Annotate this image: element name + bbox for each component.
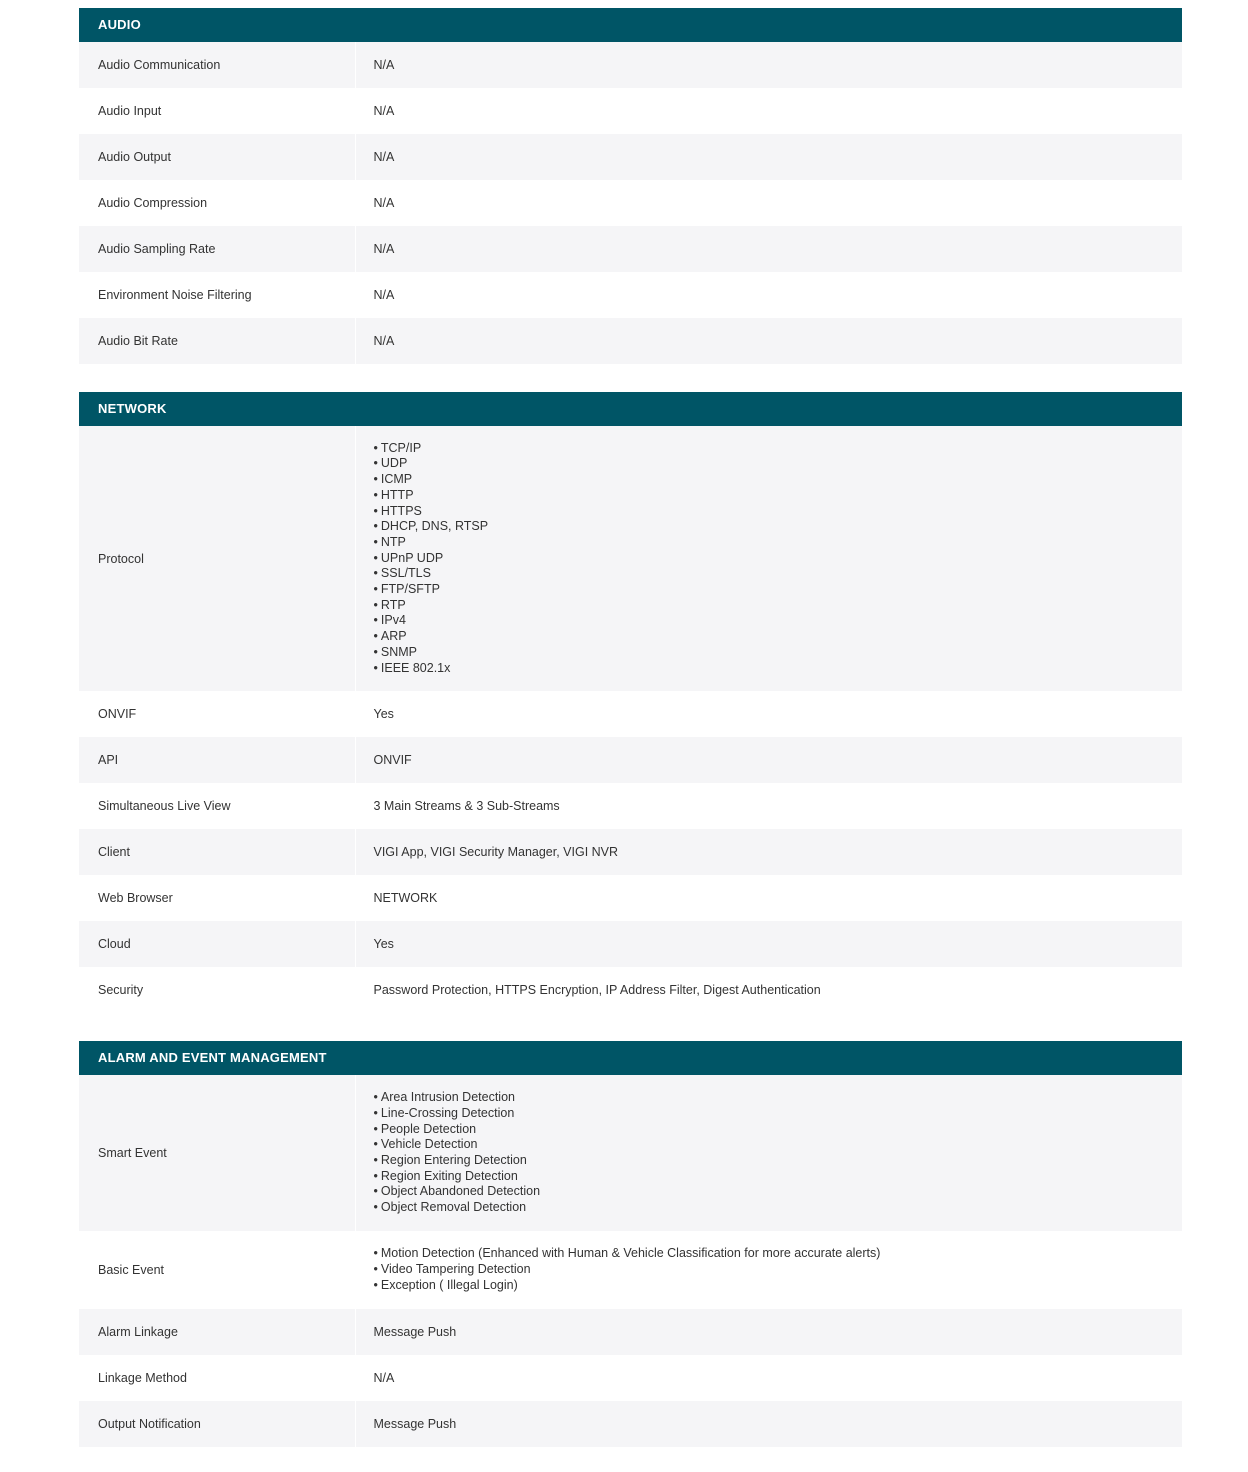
table-row: [79, 875, 1182, 921]
protocol-list: [374, 441, 1183, 677]
list-item: • Motion Detection (Enhanced with Human & Vehicle Classification for more accurate alerts): [374, 1246, 1183, 1262]
spec-label: Security: [79, 967, 355, 1013]
list-item: • TCP/IP: [374, 441, 1183, 457]
list-item: • ARP: [374, 629, 1183, 645]
spec-value: VIGI App, VIGI Security Manager, VIGI NVR: [355, 829, 1182, 875]
spec-value: 3 Main Streams & 3 Sub-Streams: [355, 783, 1182, 829]
spec-label: Environment Noise Filtering: [79, 272, 355, 318]
basic-event-list: [374, 1246, 1183, 1293]
list-item: • NTP: [374, 535, 1183, 551]
spec-value: [355, 1231, 1182, 1309]
table-row: [79, 42, 1182, 88]
spec-value: N/A: [355, 42, 1182, 88]
spec-value: N/A: [355, 226, 1182, 272]
table-row: [79, 318, 1182, 364]
list-item: • Region Exiting Detection: [374, 1169, 1183, 1185]
network-section-header: NETWORK: [79, 392, 1182, 426]
table-row: [79, 1401, 1182, 1447]
spec-label: Audio Communication: [79, 42, 355, 88]
network-spec-table: [79, 426, 1182, 1013]
alarm-spec-table: [79, 1075, 1182, 1447]
list-item: • IEEE 802.1x: [374, 661, 1183, 677]
network-section: [79, 392, 1182, 1013]
spec-label: Audio Bit Rate: [79, 318, 355, 364]
table-row: [79, 226, 1182, 272]
table-row: [79, 691, 1182, 737]
table-row: [79, 134, 1182, 180]
list-item: • RTP: [374, 598, 1183, 614]
table-row: [79, 1309, 1182, 1355]
audio-section-header: AUDIO: [79, 8, 1182, 42]
spec-value: N/A: [355, 134, 1182, 180]
table-row: [79, 1231, 1182, 1309]
spec-label: Smart Event: [79, 1075, 355, 1231]
table-row: [79, 967, 1182, 1013]
spec-label: Audio Sampling Rate: [79, 226, 355, 272]
spec-label: ONVIF: [79, 691, 355, 737]
alarm-section: [79, 1041, 1182, 1447]
list-item: • Object Removal Detection: [374, 1200, 1183, 1216]
spec-label: Linkage Method: [79, 1355, 355, 1401]
list-item: • People Detection: [374, 1122, 1183, 1138]
list-item: • Exception ( Illegal Login): [374, 1278, 1183, 1294]
table-row: [79, 829, 1182, 875]
list-item: • DHCP, DNS, RTSP: [374, 519, 1183, 535]
spec-value: Message Push: [355, 1401, 1182, 1447]
list-item: • UPnP UDP: [374, 551, 1183, 567]
spec-label: Output Notification: [79, 1401, 355, 1447]
spec-label: Client: [79, 829, 355, 875]
table-row: [79, 1075, 1182, 1231]
spec-value: NETWORK: [355, 875, 1182, 921]
alarm-section-header: ALARM AND EVENT MANAGEMENT: [79, 1041, 1182, 1075]
list-item: • Object Abandoned Detection: [374, 1184, 1183, 1200]
audio-section: [79, 8, 1182, 364]
spec-label: Audio Compression: [79, 180, 355, 226]
spec-label: Web Browser: [79, 875, 355, 921]
spec-value: Yes: [355, 691, 1182, 737]
spec-label: Simultaneous Live View: [79, 783, 355, 829]
list-item: • SSL/TLS: [374, 566, 1183, 582]
table-row: [79, 783, 1182, 829]
spec-label: Audio Input: [79, 88, 355, 134]
spec-label: Cloud: [79, 921, 355, 967]
spec-value: N/A: [355, 180, 1182, 226]
spec-value: ONVIF: [355, 737, 1182, 783]
spec-label: API: [79, 737, 355, 783]
spec-label: Alarm Linkage: [79, 1309, 355, 1355]
list-item: • Vehicle Detection: [374, 1137, 1183, 1153]
spec-value: N/A: [355, 318, 1182, 364]
list-item: • Video Tampering Detection: [374, 1262, 1183, 1278]
spec-label: Audio Output: [79, 134, 355, 180]
list-item: • HTTPS: [374, 504, 1183, 520]
table-row: [79, 1355, 1182, 1401]
table-row: [79, 272, 1182, 318]
spec-label: Protocol: [79, 426, 355, 691]
list-item: • Area Intrusion Detection: [374, 1090, 1183, 1106]
spec-value: [355, 1075, 1182, 1231]
spec-label: Basic Event: [79, 1231, 355, 1309]
list-item: • FTP/SFTP: [374, 582, 1183, 598]
spec-value: [355, 426, 1182, 691]
spec-value: Password Protection, HTTPS Encryption, IP Address Filter, Digest Authentication: [355, 967, 1182, 1013]
spec-value: N/A: [355, 272, 1182, 318]
list-item: • Region Entering Detection: [374, 1153, 1183, 1169]
spec-value: Yes: [355, 921, 1182, 967]
spec-value: N/A: [355, 88, 1182, 134]
table-row: [79, 88, 1182, 134]
list-item: • Line-Crossing Detection: [374, 1106, 1183, 1122]
spec-value: Message Push: [355, 1309, 1182, 1355]
list-item: • HTTP: [374, 488, 1183, 504]
list-item: • SNMP: [374, 645, 1183, 661]
smart-event-list: [374, 1090, 1183, 1216]
audio-spec-table: [79, 42, 1182, 364]
list-item: • UDP: [374, 456, 1183, 472]
spec-value: N/A: [355, 1355, 1182, 1401]
table-row: [79, 737, 1182, 783]
list-item: • ICMP: [374, 472, 1183, 488]
table-row: [79, 921, 1182, 967]
list-item: • IPv4: [374, 613, 1183, 629]
table-row: [79, 180, 1182, 226]
table-row: [79, 426, 1182, 691]
